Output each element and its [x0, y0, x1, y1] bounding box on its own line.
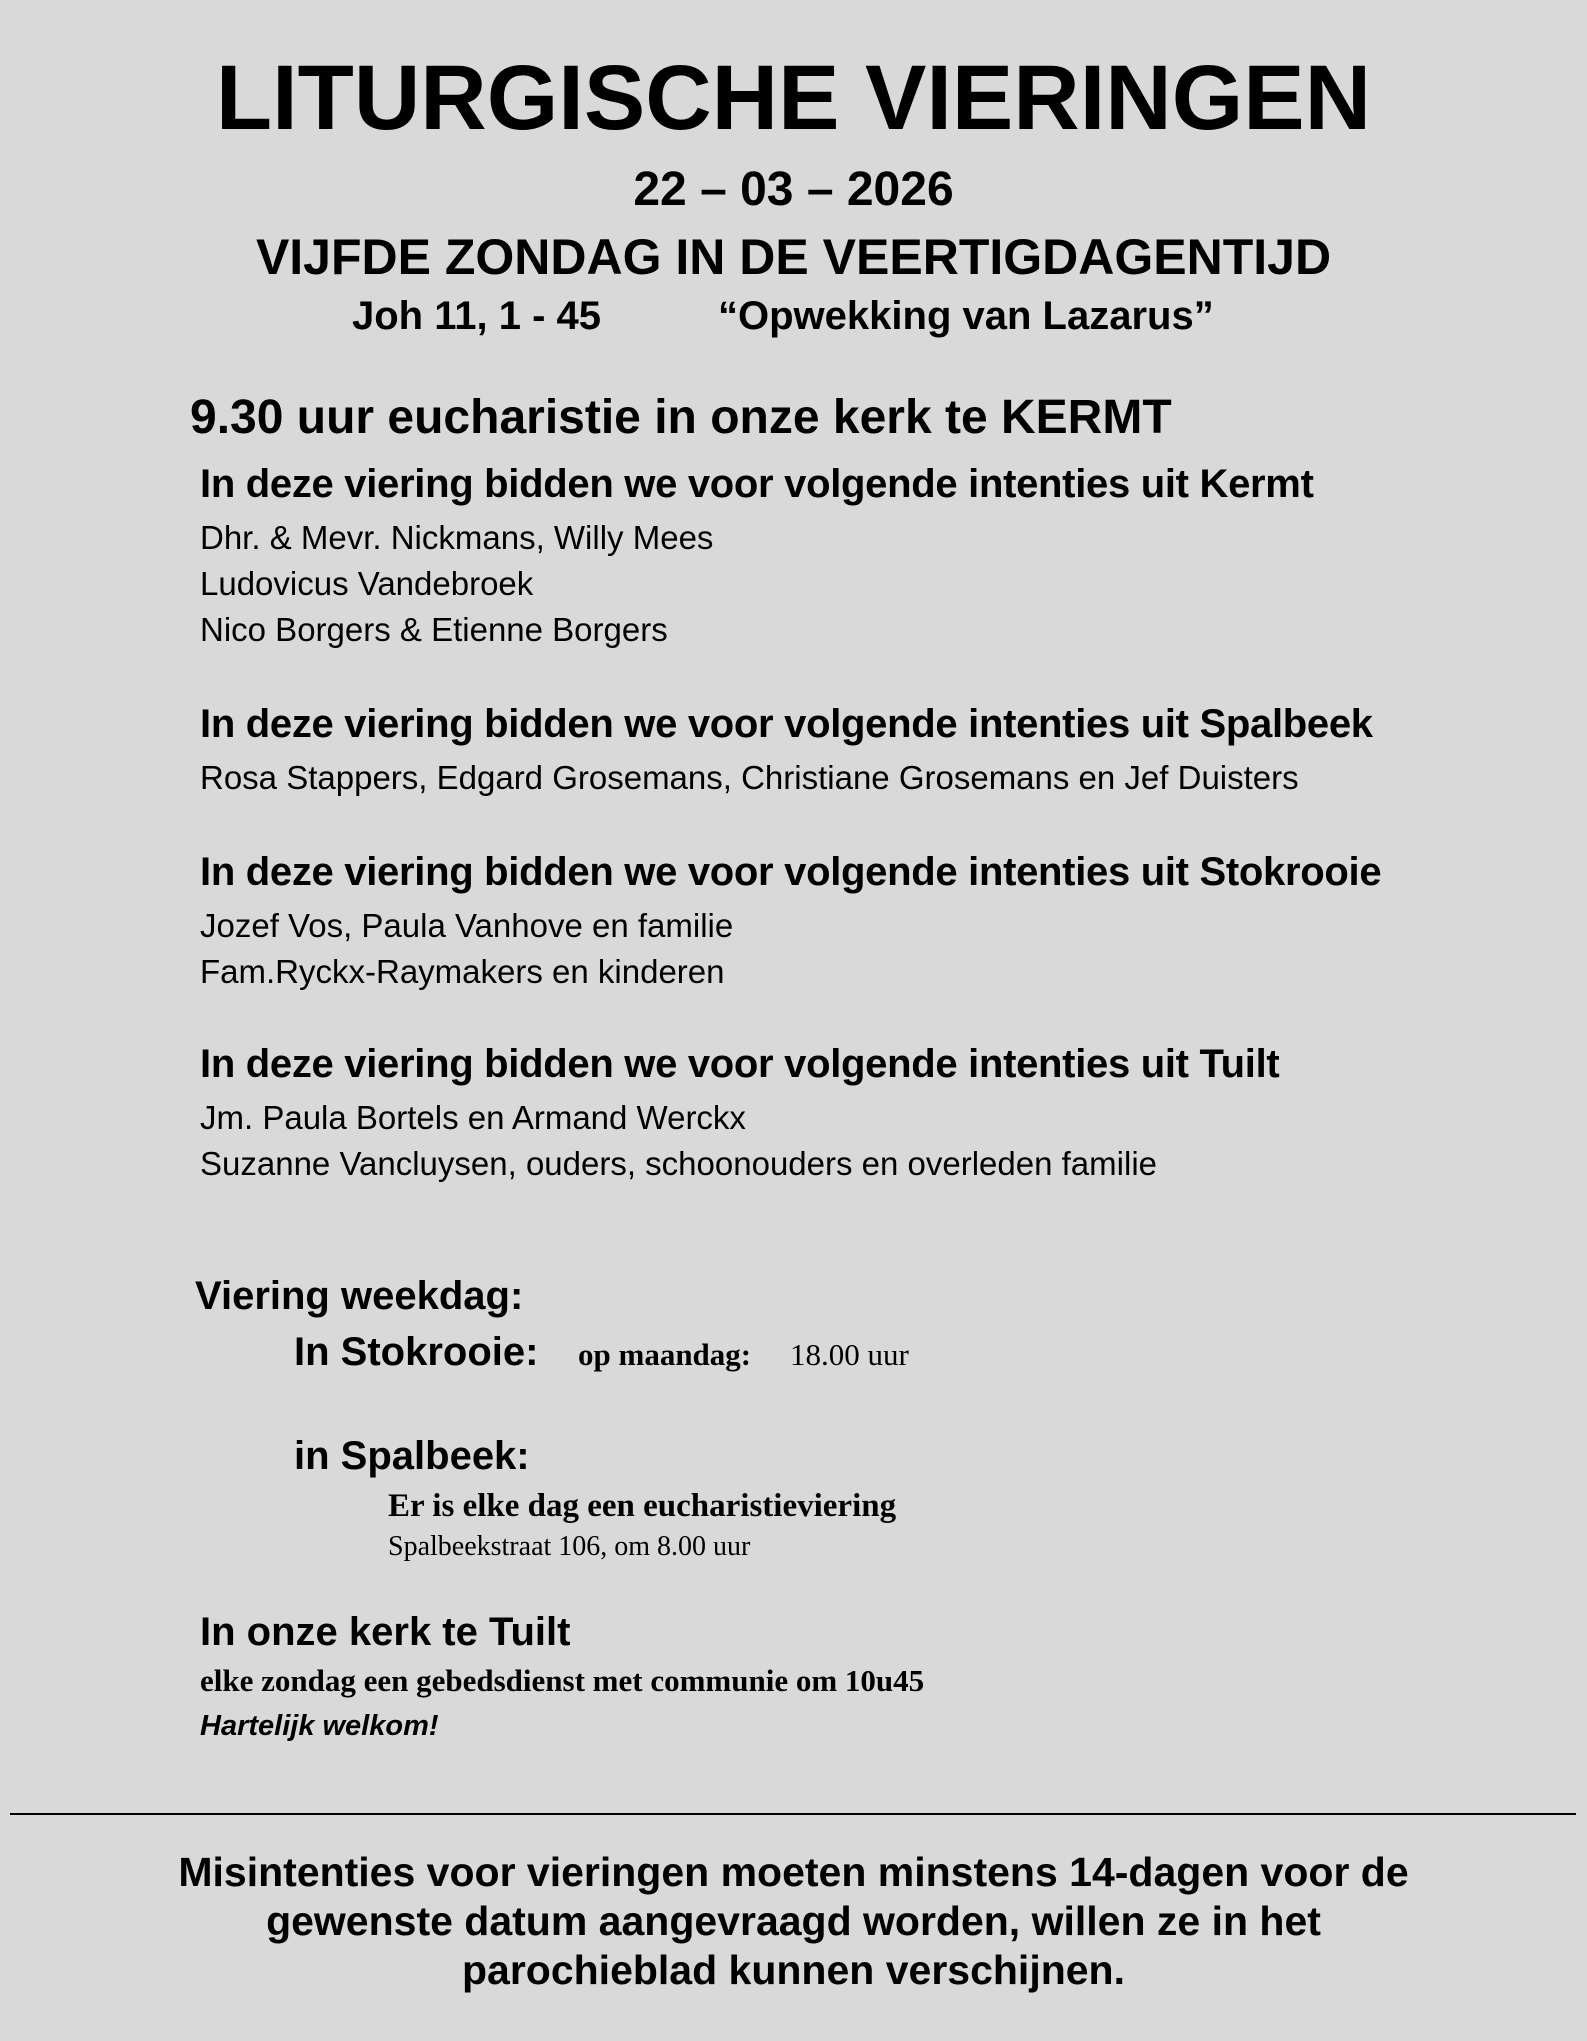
intentions-heading-kermt: In deze viering bidden we voor volgende intenties uit Kermt: [200, 462, 1314, 506]
footer-note: [0, 1848, 1587, 1995]
intention-name: Jm. Paula Bortels en Armand Werckx: [200, 1099, 746, 1136]
spalbeek-label: in Spalbeek:: [294, 1434, 530, 1478]
divider: [10, 1813, 1576, 1815]
stokrooie-label: In Stokrooie:: [294, 1330, 539, 1374]
footer-line: gewenste datum aangevraagd worden, willen ze in het: [266, 1898, 1321, 1944]
intention-name: Rosa Stappers, Edgard Grosemans, Christiane Grosemans en Jef Duisters: [200, 759, 1299, 796]
intentions-heading-stokrooie: In deze viering bidden we voor volgende intenties uit Stokrooie: [200, 850, 1382, 894]
liturgical-sunday: VIJFDE ZONDAG IN DE VEERTIGDAGENTIJD: [255, 229, 1332, 285]
intentions-heading-tuilt: In deze viering bidden we voor volgende intenties uit Tuilt: [200, 1042, 1280, 1086]
tuilt-service: elke zondag een gebedsdienst met communie om 10u45: [200, 1663, 925, 1698]
welcome-text: Hartelijk welkom!: [200, 1710, 439, 1742]
footer-line: Misintenties voor vieringen moeten minstens 14-dagen voor de: [178, 1849, 1409, 1895]
mass-heading: 9.30 uur eucharistie in onze kerk te KERMT: [190, 391, 1172, 444]
intention-name: Ludovicus Vandebroek: [200, 565, 534, 602]
celebration-date: 22 – 03 – 2026: [633, 163, 954, 216]
footer-line: parochieblad kunnen verschijnen.: [461, 1947, 1125, 1993]
spalbeek-address: Spalbeekstraat 106, om 8.00 uur: [388, 1531, 751, 1562]
intention-name: Nico Borgers & Etienne Borgers: [200, 611, 668, 648]
gospel-reference: Joh 11, 1 - 45: [352, 294, 602, 338]
weekday-heading: Viering weekdag:: [195, 1274, 524, 1318]
spalbeek-info: Er is elke dag een eucharistieviering: [388, 1488, 897, 1524]
tuilt-heading: In onze kerk te Tuilt: [200, 1610, 571, 1654]
gospel-line: [0, 292, 1587, 340]
gospel-theme: “Opwekking van Lazarus”: [718, 294, 1214, 338]
stokrooie-day: op maandag:: [578, 1337, 752, 1372]
intention-name: Jozef Vos, Paula Vanhove en familie: [200, 907, 734, 944]
intention-name: Dhr. & Mevr. Nickmans, Willy Mees: [200, 519, 714, 556]
intentions-heading-spalbeek: In deze viering bidden we voor volgende intenties uit Spalbeek: [200, 702, 1373, 746]
intention-name: Fam.Ryckx-Raymakers en kinderen: [200, 953, 725, 990]
stokrooie-time: 18.00 uur: [790, 1337, 909, 1372]
page-title: LITURGISCHE VIERINGEN: [215, 47, 1372, 149]
intention-name: Suzanne Vancluysen, ouders, schoonouders en overleden familie: [200, 1145, 1157, 1182]
